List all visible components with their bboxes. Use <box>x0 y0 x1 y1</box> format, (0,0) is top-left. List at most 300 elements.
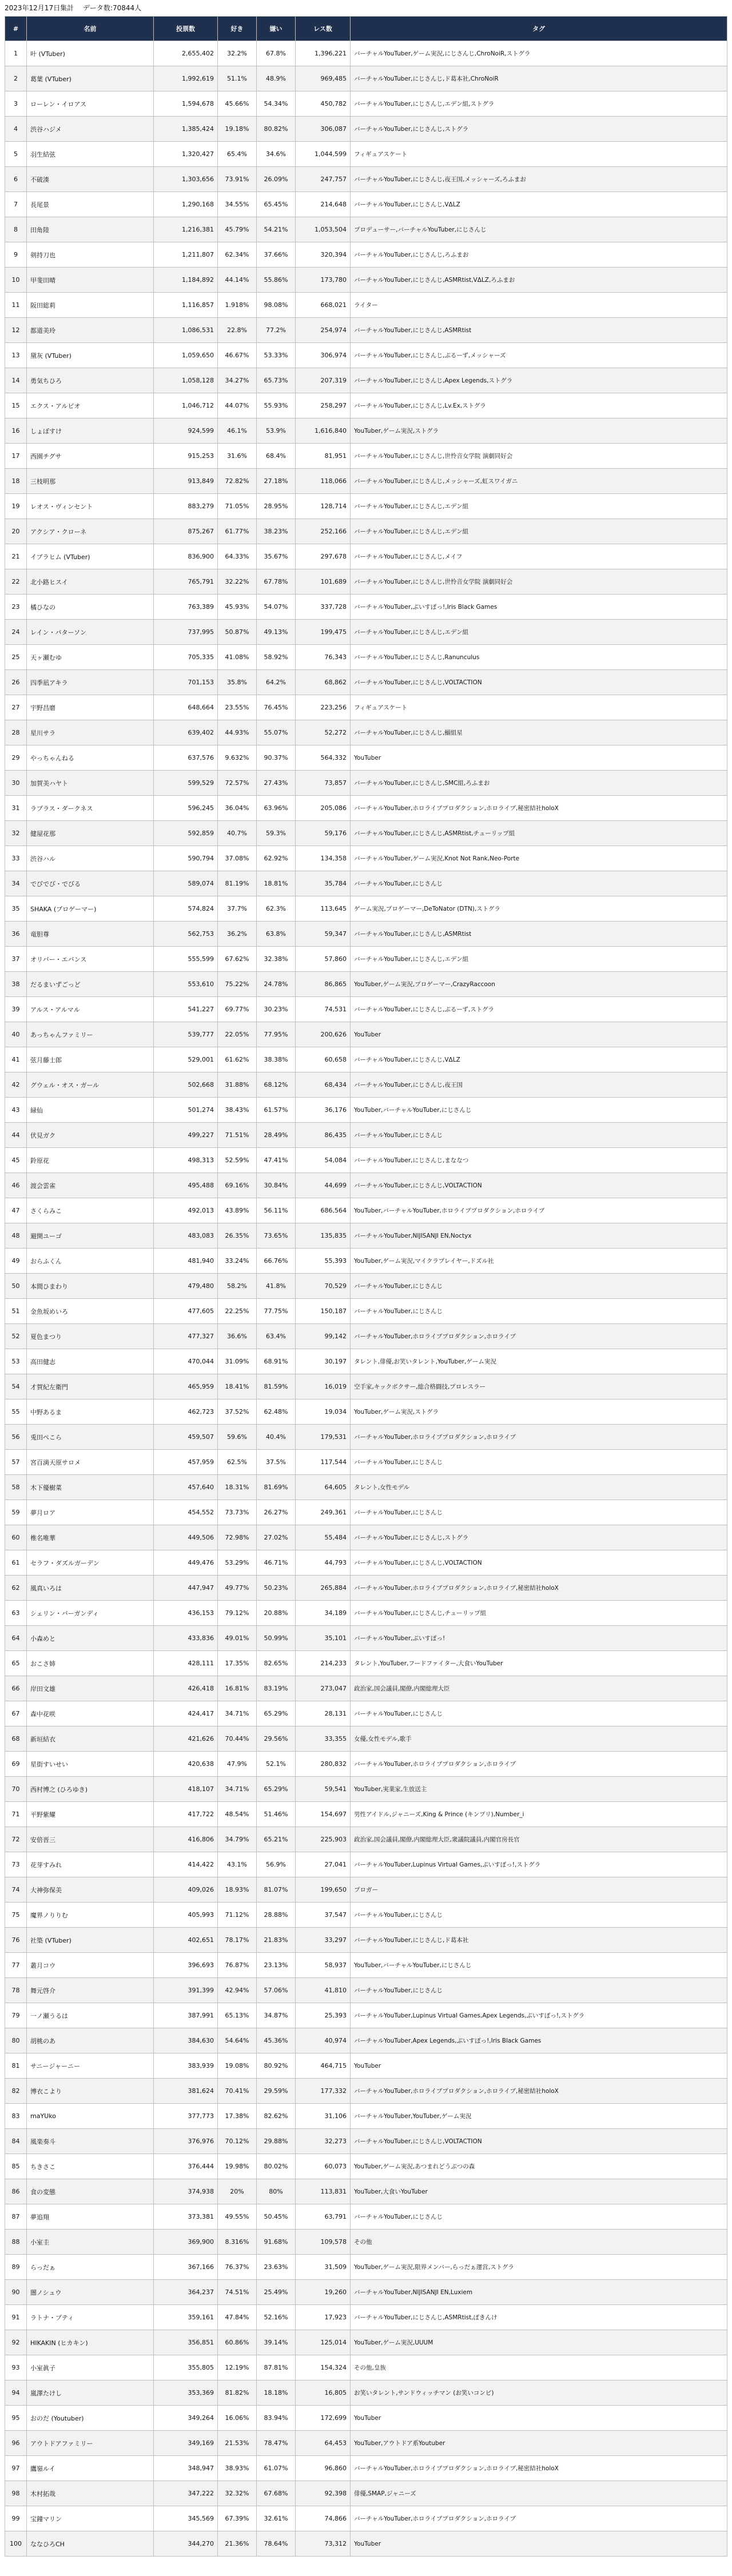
cell-dislike: 41.8% <box>257 1274 296 1299</box>
cell-votes: 574,824 <box>154 896 218 922</box>
cell-name: 橘ひなの <box>27 595 154 620</box>
cell-votes: 356,851 <box>154 2330 218 2355</box>
table-row <box>5 268 727 293</box>
cell-dislike: 26.09% <box>257 167 296 192</box>
cell-responses: 117,544 <box>296 1450 351 1475</box>
table-row <box>5 1626 727 1651</box>
cell-like: 43.89% <box>218 1198 257 1223</box>
table-row <box>5 1903 727 1928</box>
cell-dislike: 62.92% <box>257 846 296 871</box>
cell-votes: 373,381 <box>154 2204 218 2230</box>
cell-name: レオス・ヴィンセント <box>27 494 154 519</box>
cell-rank: 68 <box>5 1726 27 1752</box>
cell-responses: 41,810 <box>296 1978 351 2003</box>
report-date: 2023年12月17日集計 <box>5 4 74 12</box>
cell-responses: 177,332 <box>296 2079 351 2104</box>
cell-tags: バーチャルYouTuber,にじさんじ,ド葛本社,ChroNoiR <box>351 66 727 91</box>
ranking-table <box>5 16 727 2557</box>
cell-rank: 94 <box>5 2380 27 2406</box>
cell-like: 26.35% <box>218 1223 257 1249</box>
cell-dislike: 32.61% <box>257 2506 296 2531</box>
cell-responses: 73,312 <box>296 2531 351 2557</box>
cell-votes: 541,227 <box>154 997 218 1022</box>
table-row <box>5 1098 727 1123</box>
cell-dislike: 83.94% <box>257 2406 296 2431</box>
cell-dislike: 52.16% <box>257 2305 296 2330</box>
cell-tags: バーチャルYouTuber,Lupinus Virtual Games,Apex Legends,ぶいすぽっ!,ストグラ <box>351 2003 727 2028</box>
cell-rank: 8 <box>5 217 27 242</box>
cell-votes: 589,074 <box>154 871 218 896</box>
cell-tags: バーチャルYouTuber,ホロライブプロダクション,ホロライブ,秘密結社holoX <box>351 2456 727 2481</box>
cell-like: 71.51% <box>218 1123 257 1148</box>
cell-dislike: 28.49% <box>257 1123 296 1148</box>
cell-dislike: 98.08% <box>257 293 296 318</box>
cell-dislike: 27.18% <box>257 469 296 494</box>
cell-votes: 875,267 <box>154 519 218 544</box>
cell-like: 19.08% <box>218 2053 257 2079</box>
cell-dislike: 63.4% <box>257 1324 296 1349</box>
table-row <box>5 846 727 871</box>
cell-tags: YouTuber,バーチャルYouTuber,ホロライブプロダクション,ホロライブ <box>351 1198 727 1223</box>
cell-rank: 60 <box>5 1525 27 1550</box>
table-row <box>5 494 727 519</box>
cell-responses: 225,903 <box>296 1827 351 1852</box>
cell-dislike: 35.67% <box>257 544 296 569</box>
cell-like: 48.54% <box>218 1802 257 1827</box>
cell-responses: 249,361 <box>296 1500 351 1525</box>
cell-name: アクシア・クローネ <box>27 519 154 544</box>
cell-dislike: 91.68% <box>257 2230 296 2255</box>
table-row <box>5 41 727 66</box>
cell-tags: YouTuber,バーチャルYouTuber,にじさんじ <box>351 1953 727 1978</box>
table-row <box>5 192 727 217</box>
cell-like: 41.08% <box>218 645 257 670</box>
table-row <box>5 1802 727 1827</box>
cell-like: 44.14% <box>218 268 257 293</box>
table-row <box>5 1399 727 1425</box>
cell-rank: 37 <box>5 947 27 972</box>
cell-like: 70.44% <box>218 1726 257 1752</box>
cell-like: 73.73% <box>218 1500 257 1525</box>
table-row <box>5 695 727 720</box>
cell-responses: 252,166 <box>296 519 351 544</box>
cell-responses: 113,645 <box>296 896 351 922</box>
table-row <box>5 1249 727 1274</box>
table-row <box>5 2179 727 2204</box>
cell-rank: 36 <box>5 922 27 947</box>
cell-responses: 58,937 <box>296 1953 351 1978</box>
cell-dislike: 82.62% <box>257 2104 296 2129</box>
cell-dislike: 55.07% <box>257 720 296 745</box>
cell-name: 舞元啓介 <box>27 1978 154 2003</box>
cell-name: SHAKA (プロゲーマー) <box>27 896 154 922</box>
table-row <box>5 1978 727 2003</box>
cell-tags: フィギュアスケート <box>351 695 727 720</box>
cell-votes: 477,605 <box>154 1299 218 1324</box>
cell-votes: 355,805 <box>154 2355 218 2380</box>
cell-tags: バーチャルYouTuber,にじさんじ,まななつ <box>351 1148 727 1173</box>
cell-like: 31.6% <box>218 444 257 469</box>
cell-dislike: 52.1% <box>257 1752 296 1777</box>
cell-tags: バーチャルYouTuber,にじさんじ,Apex Legends,ストグラ <box>351 368 727 393</box>
cell-name: 渋谷ハジメ <box>27 117 154 142</box>
cell-tags: お笑いタレント,サンドウィッチマン (お笑いコンビ) <box>351 2380 727 2406</box>
cell-tags: 女優,女性モデル,歌手 <box>351 1726 727 1752</box>
cell-dislike: 27.02% <box>257 1525 296 1550</box>
cell-name: 森中花咲 <box>27 1701 154 1726</box>
cell-responses: 464,715 <box>296 2053 351 2079</box>
cell-like: 65.4% <box>218 142 257 167</box>
cell-name: セラフ・ダズルガーデン <box>27 1550 154 1576</box>
table-row <box>5 167 727 192</box>
cell-dislike: 51.46% <box>257 1802 296 1827</box>
cell-votes: 492,013 <box>154 1198 218 1223</box>
table-row <box>5 997 727 1022</box>
cell-responses: 36,176 <box>296 1098 351 1123</box>
cell-votes: 2,655,402 <box>154 41 218 66</box>
cell-name: 小森めと <box>27 1626 154 1651</box>
table-row <box>5 2330 727 2355</box>
cell-name: 木村拓哉 <box>27 2481 154 2506</box>
cell-rank: 73 <box>5 1852 27 1877</box>
cell-rank: 74 <box>5 1877 27 1903</box>
cell-votes: 454,552 <box>154 1500 218 1525</box>
cell-like: 37.7% <box>218 896 257 922</box>
table-row <box>5 569 727 595</box>
cell-name: ローレン・イロアス <box>27 91 154 117</box>
cell-responses: 55,484 <box>296 1525 351 1550</box>
cell-dislike: 87.81% <box>257 2355 296 2380</box>
cell-like: 44.93% <box>218 720 257 745</box>
cell-votes: 414,422 <box>154 1852 218 1877</box>
table-row <box>5 2003 727 2028</box>
cell-responses: 297,678 <box>296 544 351 569</box>
cell-name: レイン・パターソン <box>27 620 154 645</box>
cell-name: 金魚坂めいろ <box>27 1299 154 1324</box>
cell-like: 32.2% <box>218 41 257 66</box>
cell-rank: 16 <box>5 418 27 444</box>
cell-tags: フィギュアスケート <box>351 142 727 167</box>
cell-dislike: 82.65% <box>257 1651 296 1676</box>
cell-tags: YouTuber,実業家,生放送主 <box>351 1777 727 1802</box>
cell-votes: 501,274 <box>154 1098 218 1123</box>
table-row <box>5 2305 727 2330</box>
cell-rank: 66 <box>5 1676 27 1701</box>
cell-rank: 69 <box>5 1752 27 1777</box>
cell-votes: 1,992,619 <box>154 66 218 91</box>
cell-rank: 15 <box>5 393 27 418</box>
cell-like: 72.57% <box>218 771 257 796</box>
cell-tags: タレント,俳優,お笑いタレント,YouTuber,ゲーム実況 <box>351 1349 727 1374</box>
cell-rank: 49 <box>5 1249 27 1274</box>
cell-responses: 59,176 <box>296 821 351 846</box>
cell-rank: 39 <box>5 997 27 1022</box>
cell-dislike: 53.33% <box>257 343 296 368</box>
cell-votes: 1,303,656 <box>154 167 218 192</box>
cell-name: 一ノ瀬うるは <box>27 2003 154 2028</box>
cell-tags: バーチャルYouTuber,NIJISANJI EN,Noctyx <box>351 1223 727 1249</box>
cell-votes: 367,166 <box>154 2255 218 2280</box>
cell-like: 20% <box>218 2179 257 2204</box>
cell-tags: バーチャルYouTuber,ホロライブプロダクション,ホロライブ <box>351 2506 727 2531</box>
cell-tags: 政治家,国会議員,閣僚,内閣総理大臣,衆議院議員,内閣官房長官 <box>351 1827 727 1852</box>
cell-dislike: 59.3% <box>257 821 296 846</box>
table-row <box>5 242 727 268</box>
cell-like: 23.55% <box>218 695 257 720</box>
cell-tags: バーチャルYouTuber,にじさんじ,VOLTACTION <box>351 1173 727 1198</box>
cell-tags: バーチャルYouTuber,にじさんじ,SMC組,ろふまお <box>351 771 727 796</box>
cell-votes: 1,211,807 <box>154 242 218 268</box>
cell-responses: 37,547 <box>296 1903 351 1928</box>
cell-tags: バーチャルYouTuber,にじさんじ <box>351 871 727 896</box>
cell-like: 47.84% <box>218 2305 257 2330</box>
table-row <box>5 343 727 368</box>
cell-rank: 34 <box>5 871 27 896</box>
cell-tags: バーチャルYouTuber,ホロライブプロダクション,ホロライブ <box>351 1324 727 1349</box>
cell-dislike: 90.37% <box>257 745 296 771</box>
cell-like: 36.6% <box>218 1324 257 1349</box>
cell-rank: 47 <box>5 1198 27 1223</box>
cell-rank: 65 <box>5 1651 27 1676</box>
cell-like: 18.31% <box>218 1475 257 1500</box>
cell-like: 81.19% <box>218 871 257 896</box>
cell-responses: 280,832 <box>296 1752 351 1777</box>
cell-tags: YouTuber <box>351 2531 727 2557</box>
cell-responses: 68,434 <box>296 1072 351 1098</box>
cell-responses: 1,396,221 <box>296 41 351 66</box>
cell-like: 67.62% <box>218 947 257 972</box>
cell-like: 35.8% <box>218 670 257 695</box>
cell-tags: YouTuber,バーチャルYouTuber,にじさんじ <box>351 1098 727 1123</box>
cell-name: 都道美玲 <box>27 318 154 343</box>
cell-responses: 96,860 <box>296 2456 351 2481</box>
cell-votes: 420,638 <box>154 1752 218 1777</box>
cell-dislike: 55.93% <box>257 393 296 418</box>
cell-responses: 59,541 <box>296 1777 351 1802</box>
table-row <box>5 91 727 117</box>
cell-like: 62.5% <box>218 1450 257 1475</box>
cell-rank: 76 <box>5 1928 27 1953</box>
cell-dislike: 50.99% <box>257 1626 296 1651</box>
cell-votes: 1,058,128 <box>154 368 218 393</box>
cell-rank: 88 <box>5 2230 27 2255</box>
cell-rank: 14 <box>5 368 27 393</box>
cell-responses: 16,805 <box>296 2380 351 2406</box>
table-row <box>5 66 727 91</box>
cell-dislike: 65.45% <box>257 192 296 217</box>
table-row <box>5 469 727 494</box>
cell-tags: バーチャルYouTuber,にじさんじ <box>351 1274 727 1299</box>
cell-responses: 33,355 <box>296 1726 351 1752</box>
table-row <box>5 1500 727 1525</box>
table-row <box>5 1651 727 1676</box>
cell-rank: 46 <box>5 1173 27 1198</box>
cell-rank: 6 <box>5 167 27 192</box>
cell-name: 渡会雲雀 <box>27 1173 154 1198</box>
cell-responses: 31,509 <box>296 2255 351 2280</box>
cell-dislike: 65.29% <box>257 1777 296 1802</box>
cell-like: 36.04% <box>218 796 257 821</box>
cell-like: 60.86% <box>218 2330 257 2355</box>
cell-rank: 90 <box>5 2280 27 2305</box>
cell-name: 健屋花那 <box>27 821 154 846</box>
cell-responses: 32,273 <box>296 2129 351 2154</box>
cell-like: 76.87% <box>218 1953 257 1978</box>
cell-responses: 86,435 <box>296 1123 351 1148</box>
cell-votes: 763,389 <box>154 595 218 620</box>
cell-tags: バーチャルYouTuber,Apex Legends,ぶいすぽっ!,Iris Black Games <box>351 2028 727 2053</box>
cell-responses: 564,332 <box>296 745 351 771</box>
cell-votes: 539,777 <box>154 1022 218 1047</box>
table-row <box>5 922 727 947</box>
cell-like: 45.66% <box>218 91 257 117</box>
cell-like: 32.32% <box>218 2481 257 2506</box>
cell-rank: 51 <box>5 1299 27 1324</box>
cell-responses: 81,951 <box>296 444 351 469</box>
table-row <box>5 368 727 393</box>
cell-name: ラプラス・ダークネス <box>27 796 154 821</box>
cell-responses: 134,358 <box>296 846 351 871</box>
cell-rank: 4 <box>5 117 27 142</box>
cell-responses: 154,324 <box>296 2355 351 2380</box>
cell-votes: 705,335 <box>154 645 218 670</box>
cell-tags: バーチャルYouTuber,にじさんじ,ASMRtist,ぽきんけ <box>351 2305 727 2330</box>
cell-responses: 337,728 <box>296 595 351 620</box>
cell-rank: 96 <box>5 2431 27 2456</box>
cell-responses: 247,757 <box>296 167 351 192</box>
cell-rank: 5 <box>5 142 27 167</box>
table-row <box>5 972 727 997</box>
cell-tags: YouTuber <box>351 1022 727 1047</box>
table-row <box>5 1072 727 1098</box>
cell-name: 高田健志 <box>27 1349 154 1374</box>
cell-rank: 100 <box>5 2531 27 2557</box>
cell-dislike: 40.4% <box>257 1425 296 1450</box>
cell-dislike: 27.43% <box>257 771 296 796</box>
cell-responses: 68,862 <box>296 670 351 695</box>
cell-dislike: 50.45% <box>257 2204 296 2230</box>
table-row <box>5 1601 727 1626</box>
cell-like: 46.1% <box>218 418 257 444</box>
cell-like: 67.39% <box>218 2506 257 2531</box>
cell-dislike: 68.91% <box>257 1349 296 1374</box>
cell-votes: 391,399 <box>154 1978 218 2003</box>
cell-rank: 1 <box>5 41 27 66</box>
cell-responses: 31,106 <box>296 2104 351 2129</box>
cell-responses: 63,791 <box>296 2204 351 2230</box>
cell-name: 星川サラ <box>27 720 154 745</box>
cell-like: 44.07% <box>218 393 257 418</box>
cell-dislike: 37.5% <box>257 1450 296 1475</box>
table-row <box>5 2204 727 2230</box>
cell-tags: バーチャルYouTuber,にじさんじ,メッシャーズ,虹スワイガニ <box>351 469 727 494</box>
table-header-row <box>5 17 727 41</box>
cell-votes: 347,222 <box>154 2481 218 2506</box>
table-row <box>5 1374 727 1399</box>
table-row <box>5 418 727 444</box>
cell-name: 天ヶ瀬むゆ <box>27 645 154 670</box>
cell-votes: 447,947 <box>154 1576 218 1601</box>
cell-votes: 470,044 <box>154 1349 218 1374</box>
cell-tags: 俳優,SMAP,ジャニーズ <box>351 2481 727 2506</box>
table-row <box>5 2380 727 2406</box>
cell-responses: 17,923 <box>296 2305 351 2330</box>
cell-like: 52.59% <box>218 1148 257 1173</box>
column-header-tags: タグ <box>351 17 727 41</box>
cell-responses: 450,782 <box>296 91 351 117</box>
table-row <box>5 2255 727 2280</box>
cell-like: 70.41% <box>218 2079 257 2104</box>
cell-name: 鈴原花 <box>27 1148 154 1173</box>
cell-tags: YouTuber,ゲーム実況,プロゲーマー,CrazyRaccoon <box>351 972 727 997</box>
cell-name: 風真いろは <box>27 1576 154 1601</box>
cell-votes: 426,418 <box>154 1676 218 1701</box>
cell-votes: 457,959 <box>154 1450 218 1475</box>
cell-tags: バーチャルYouTuber,にじさんじ,Lv.Ex,ストグラ <box>351 393 727 418</box>
cell-votes: 344,270 <box>154 2531 218 2557</box>
cell-dislike: 20.88% <box>257 1601 296 1626</box>
cell-rank: 30 <box>5 771 27 796</box>
cell-like: 50.87% <box>218 620 257 645</box>
cell-tags: タレント,女性モデル <box>351 1475 727 1500</box>
cell-tags: バーチャルYouTuber,にじさんじ,ASMRtist,VΔLZ,ろふまお <box>351 268 727 293</box>
cell-responses: 101,689 <box>296 569 351 595</box>
table-row <box>5 519 727 544</box>
cell-responses: 969,485 <box>296 66 351 91</box>
cell-tags: バーチャルYouTuber,にじさんじ,VΔLZ <box>351 1047 727 1072</box>
cell-votes: 924,599 <box>154 418 218 444</box>
cell-tags: ゲーム実況,プロゲーマー,DeToNator (DTN),ストグラ <box>351 896 727 922</box>
cell-like: 47.9% <box>218 1752 257 1777</box>
cell-like: 8.316% <box>218 2230 257 2255</box>
cell-dislike: 29.56% <box>257 1726 296 1752</box>
column-header-dislike: 嫌い <box>257 17 296 41</box>
cell-tags: YouTuber,ゲーム実況,マイクラプレイヤー,ドズル社 <box>351 1249 727 1274</box>
table-row <box>5 1274 727 1299</box>
cell-name: 北小路ヒスイ <box>27 569 154 595</box>
cell-votes: 409,026 <box>154 1877 218 1903</box>
cell-dislike: 48.9% <box>257 66 296 91</box>
cell-tags: YouTuber <box>351 2053 727 2079</box>
cell-tags: バーチャルYouTuber,にじさんじ,ぶるーず,ストグラ <box>351 997 727 1022</box>
cell-votes: 349,169 <box>154 2431 218 2456</box>
table-row <box>5 1852 727 1877</box>
cell-tags: バーチャルYouTuber,にじさんじ <box>351 1450 727 1475</box>
table-row <box>5 2456 727 2481</box>
cell-name: 弦月藤士郎 <box>27 1047 154 1072</box>
cell-name: 三枝明那 <box>27 469 154 494</box>
cell-responses: 44,699 <box>296 1173 351 1198</box>
cell-rank: 53 <box>5 1349 27 1374</box>
table-row <box>5 2104 727 2129</box>
cell-dislike: 28.95% <box>257 494 296 519</box>
table-row <box>5 1726 727 1752</box>
cell-name: 才賀紀左衛門 <box>27 1374 154 1399</box>
cell-tags: 政治家,国会議員,閣僚,内閣総理大臣 <box>351 1676 727 1701</box>
cell-rank: 35 <box>5 896 27 922</box>
cell-responses: 19,034 <box>296 1399 351 1425</box>
cell-responses: 150,187 <box>296 1299 351 1324</box>
cell-dislike: 25.49% <box>257 2280 296 2305</box>
cell-tags: バーチャルYouTuber,にじさんじ <box>351 1500 727 1525</box>
cell-like: 31.88% <box>218 1072 257 1098</box>
cell-name: maYUko <box>27 2104 154 2129</box>
cell-responses: 265,884 <box>296 1576 351 1601</box>
cell-tags: バーチャルYouTuber,にじさんじ,ASMRtist,チューリップ組 <box>351 821 727 846</box>
cell-tags: バーチャルYouTuber,ゲーム実況,Knot Not Rank,Neo-Porte <box>351 846 727 871</box>
column-header-name: 名前 <box>27 17 154 41</box>
cell-tags: バーチャルYouTuber,にじさんじ,ろふまお <box>351 242 727 268</box>
